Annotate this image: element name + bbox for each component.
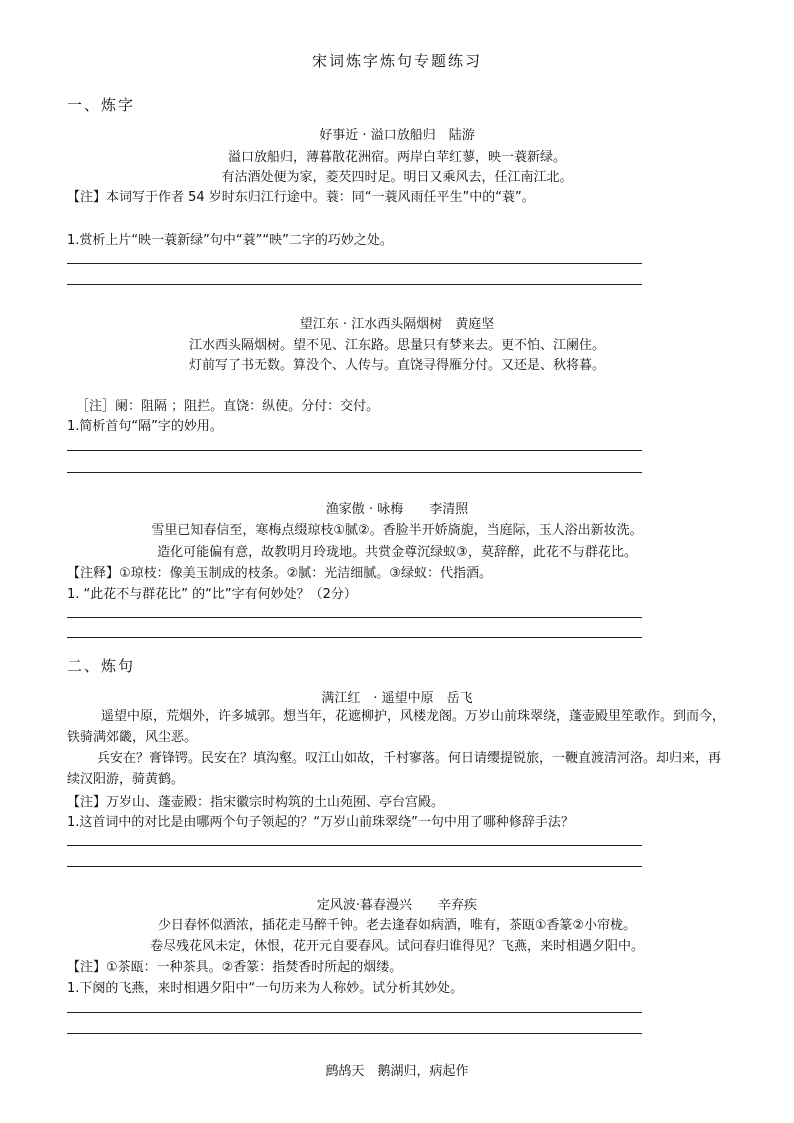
answer-line[interactable] xyxy=(67,1033,642,1034)
poem-title: 鹧鸪天 鹅湖归，病起作 xyxy=(325,1064,469,1079)
poem-line: 卷尽残花风未定，休恨，花开元自要春风。试问春归谁得见？飞燕，来时相遇夕阳中。 xyxy=(149,939,644,954)
answer-line[interactable] xyxy=(67,637,642,638)
section-heading-lianju: 二、炼句 xyxy=(67,657,136,675)
poem-line: 江水西头隔烟树。望不见、江东路。思量只有梦来去。更不怕、江阑住。 xyxy=(188,338,605,353)
question-text: 1.下阕的飞燕，来时相遇夕阳中“一句历来为人称妙。试分析其妙处。 xyxy=(67,981,464,996)
question-text: 1. “此花不与群花比” 的“比”字有何妙处？（2分） xyxy=(67,587,357,602)
poem-note: 【注】万岁山、蓬壶殿：指宋徽宗时构筑的土山苑囿、亭台宫殿。 xyxy=(67,795,445,810)
poem-title: 定风波·暮春漫兴 辛弃疾 xyxy=(316,898,478,913)
poem-title: 好事近 · 溢口放船归 陆游 xyxy=(319,128,475,143)
poem-line: 溢口放船归，薄暮散花洲宿。两岸白苹红蓼，映一蓑新绿。 xyxy=(227,150,566,165)
poem-title: 望江东 · 江水西头隔烟树 黄庭坚 xyxy=(299,317,495,332)
poem-paragraph: 兵安在？膏锋锷。民安在？填沟壑。叹江山如故，千村寥落。何日请缨提锐旅，一鞭直渡清河洛。却归来，再续汉阳游，骑黄鹤。 xyxy=(67,751,722,787)
poem-note: 【注】本词写于作者 54 岁时东归江行途中。蓑：同“一蓑风雨任平生”中的“蓑”。 xyxy=(67,190,535,205)
poem-line: 少日春怀似酒浓，插花走马醉千钟。老去逢春如病酒，唯有，茶瓯①香篆②小帘栊。 xyxy=(157,918,637,933)
page-title: 宋词炼字炼句专题练习 xyxy=(311,52,482,70)
poem-note: 【注释】①琼枝：像美玉制成的枝条。②腻：光洁细腻。③绿蚁：代指酒。 xyxy=(67,566,492,581)
question-text: 1.简析首句“隔”字的妙用。 xyxy=(67,419,223,434)
answer-line[interactable] xyxy=(67,617,642,618)
poem-line: 有沽酒处便为家，菱芡四时足。明日又乘风去，任江南江北。 xyxy=(221,170,573,185)
section-heading-lianzi: 一、炼字 xyxy=(67,96,136,114)
question-text: 1.这首词中的对比是由哪两个句子领起的？“万岁山前珠翠绕”一句中用了哪种修辞手法？ xyxy=(67,815,574,830)
answer-line[interactable] xyxy=(67,845,642,846)
answer-line[interactable] xyxy=(67,866,642,867)
poem-line: 雪里已知春信至，寒梅点缀琼枝①腻②。香脸半开娇旖旎，当庭际，玉人浴出新妆洗。 xyxy=(151,523,643,538)
question-text: 1.赏析上片“映一蓑新绿”句中“蓑”“映”二字的巧妙之处。 xyxy=(67,233,393,248)
poem-paragraph: 遥望中原，荒烟外，许多城郭。想当年，花遮柳护，风楼龙阁。万岁山前珠翠绕，蓬壶殿里笙歌作。到而今，铁骑满郊畿，风尘恶。 xyxy=(67,709,726,745)
answer-line[interactable] xyxy=(67,284,642,285)
poem-title: 渔家傲 · 咏梅 李清照 xyxy=(325,502,469,517)
answer-line[interactable] xyxy=(67,263,642,264)
poem-note: ［注］阑：阻隔 ；阻拦。直饶：纵使。分付：交付。 xyxy=(76,399,380,414)
poem-line: 灯前写了书无数。算没个、人传与。直饶寻得雁分付。又还是、秋将暮。 xyxy=(188,358,605,373)
poem-line: 造化可能偏有意，故教明月玲珑地。共赏金尊沉绿蚁③，莫辞醉，此花不与群花比。 xyxy=(157,545,637,560)
poem-note: 【注】①茶瓯：一种茶具。②香篆：指焚香时所起的烟缕。 xyxy=(67,960,403,975)
answer-line[interactable] xyxy=(67,472,642,473)
answer-line[interactable] xyxy=(67,450,642,451)
answer-line[interactable] xyxy=(67,1012,642,1013)
poem-title: 满江红 · 遥望中原 岳飞 xyxy=(321,691,473,706)
